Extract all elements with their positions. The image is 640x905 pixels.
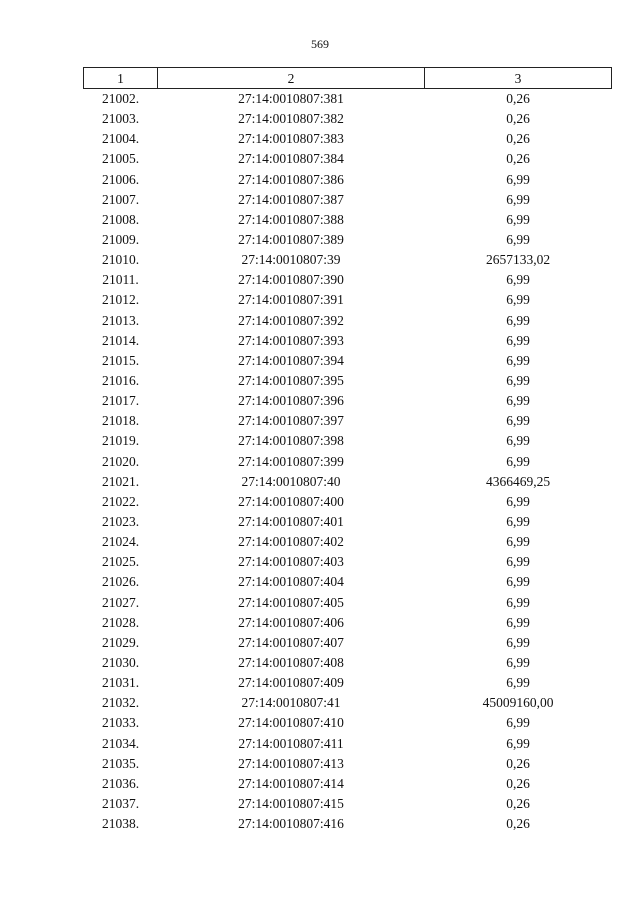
cadastral-number-cell: 27:14:0010807:388 — [238, 211, 344, 227]
cadastral-number-cell: 27:14:0010807:403 — [238, 554, 344, 570]
row-number-cell: 21007. — [101, 191, 140, 207]
row-number-cell: 21035. — [101, 755, 140, 771]
cadastral-number-cell: 27:14:0010807:416 — [238, 816, 344, 832]
cadastral-number-cell: 27:14:0010807:392 — [238, 312, 344, 328]
value-cell: 0,26 — [506, 131, 530, 147]
table-row — [84, 633, 612, 653]
table-row — [84, 552, 612, 572]
cadastral-number-cell: 27:14:0010807:391 — [238, 292, 344, 308]
table-row — [84, 472, 612, 492]
row-number-cell: 21038. — [101, 816, 140, 832]
row-number-cell: 21002. — [101, 91, 140, 107]
value-cell: 6,99 — [506, 171, 530, 187]
cadastral-number-cell: 27:14:0010807:399 — [238, 453, 344, 469]
table-row — [84, 593, 612, 613]
row-number-cell: 21021. — [101, 473, 140, 489]
value-cell: 6,99 — [506, 655, 530, 670]
row-number-cell: 21018. — [101, 413, 140, 429]
value-cell: 4366469,25 — [485, 473, 551, 489]
value-cell: 6,99 — [506, 232, 530, 248]
table-row — [84, 431, 612, 451]
row-number-cell: 21009. — [101, 232, 140, 248]
cadastral-number-cell: 27:14:0010807:400 — [238, 493, 344, 509]
table-row — [84, 391, 612, 411]
cadastral-number-cell: 27:14:0010807:398 — [238, 433, 344, 449]
value-cell: 6,99 — [506, 735, 530, 751]
cadastral-number-cell: 27:14:0010807:411 — [238, 735, 344, 751]
row-number-cell: 21031. — [101, 675, 140, 691]
value-cell: 6,99 — [506, 393, 530, 409]
row-number-cell: 21019. — [101, 433, 140, 449]
cadastral-number-cell: 27:14:0010807:381 — [238, 91, 344, 107]
value-cell: 0,26 — [506, 111, 530, 127]
cadastral-number-cell: 27:14:0010807:382 — [238, 111, 344, 127]
value-cell: 0,26 — [506, 816, 530, 832]
row-number-cell: 21028. — [101, 614, 140, 630]
table-row — [84, 794, 612, 814]
row-number-cell: 21020. — [101, 453, 140, 469]
value-cell: 6,99 — [506, 373, 530, 389]
value-cell: 6,99 — [506, 191, 530, 207]
column-header-3: 3 — [425, 68, 612, 89]
row-number-cell: 21010. — [101, 252, 140, 268]
table-row — [84, 734, 612, 754]
value-cell: 6,99 — [506, 453, 530, 469]
table-row — [84, 653, 612, 673]
row-number-cell: 21030. — [101, 655, 140, 670]
table-row — [84, 713, 612, 733]
cadastral-number-cell: 27:14:0010807:401 — [238, 514, 344, 530]
table-row — [84, 109, 612, 129]
table-row — [84, 371, 612, 391]
cadastral-number-cell: 27:14:0010807:408 — [238, 655, 344, 670]
value-cell: 6,99 — [506, 715, 530, 731]
row-number-cell: 21036. — [101, 775, 140, 791]
row-number-cell: 21027. — [101, 594, 140, 610]
table-row — [84, 351, 612, 371]
row-number-cell: 21029. — [101, 634, 140, 650]
table-row — [84, 89, 612, 110]
value-cell: 6,99 — [506, 292, 530, 308]
cadastral-number-cell: 27:14:0010807:383 — [238, 131, 344, 147]
row-number-cell: 21012. — [101, 292, 140, 308]
row-number-cell: 21017. — [101, 393, 140, 409]
header-row — [84, 68, 612, 89]
value-cell: 6,99 — [506, 574, 530, 590]
cadastral-number-cell: 27:14:0010807:390 — [238, 272, 344, 288]
value-cell: 6,99 — [506, 352, 530, 368]
cadastral-number-cell: 27:14:0010807:410 — [238, 715, 344, 731]
table-row — [84, 230, 612, 250]
cadastral-number-cell: 27:14:0010807:386 — [238, 171, 344, 187]
cadastral-number-cell: 27:14:0010807:404 — [238, 574, 344, 590]
table-row — [84, 129, 612, 149]
value-cell: 2657133,02 — [485, 252, 551, 268]
cadastral-number-cell: 27:14:0010807:409 — [238, 675, 344, 691]
cadastral-number-cell: 27:14:0010807:396 — [238, 393, 344, 409]
value-cell: 0,26 — [506, 91, 530, 107]
cadastral-number-cell: 27:14:0010807:394 — [238, 352, 344, 368]
row-number-cell: 21037. — [101, 795, 140, 811]
cadastral-number-cell: 27:14:0010807:414 — [238, 775, 344, 791]
table-row — [84, 673, 612, 693]
table-row — [84, 331, 612, 351]
value-cell: 0,26 — [506, 151, 530, 167]
row-number-cell: 21014. — [101, 332, 140, 348]
row-number-cell: 21008. — [101, 211, 140, 227]
value-cell: 0,26 — [506, 775, 530, 791]
table-row — [84, 290, 612, 310]
cadastral-number-cell: 27:14:0010807:39 — [241, 252, 341, 268]
table-row — [84, 774, 612, 794]
value-cell: 0,26 — [506, 795, 530, 811]
value-cell: 6,99 — [506, 312, 530, 328]
table-row — [84, 814, 612, 834]
value-cell: 6,99 — [506, 211, 530, 227]
value-cell: 6,99 — [506, 675, 530, 691]
value-cell: 6,99 — [506, 594, 530, 610]
table-row — [84, 149, 612, 169]
cadastral-number-cell: 27:14:0010807:405 — [238, 594, 344, 610]
cadastral-number-cell: 27:14:0010807:389 — [238, 232, 344, 248]
row-number-cell: 21003. — [101, 111, 140, 127]
cadastral-number-cell: 27:14:0010807:407 — [238, 634, 344, 650]
table-row — [84, 170, 612, 190]
row-number-cell: 21026. — [101, 574, 140, 590]
table-row — [84, 492, 612, 512]
table-header — [84, 68, 612, 89]
column-header-2: 2 — [158, 68, 425, 89]
row-number-cell: 21023. — [101, 514, 140, 530]
table-row — [84, 512, 612, 532]
value-cell: 6,99 — [506, 332, 530, 348]
table-row — [84, 311, 612, 331]
value-cell: 6,99 — [506, 634, 530, 650]
table-row — [84, 250, 612, 270]
table-row — [84, 210, 612, 230]
cadastral-number-cell: 27:14:0010807:395 — [238, 373, 344, 389]
table-body — [84, 89, 612, 835]
cadastral-number-cell: 27:14:0010807:397 — [238, 413, 344, 429]
cadastral-number-cell: 27:14:0010807:415 — [238, 795, 344, 811]
value-cell: 6,99 — [506, 433, 530, 449]
row-number-cell: 21004. — [101, 131, 140, 147]
row-number-cell: 21033. — [101, 715, 140, 731]
table-row — [84, 411, 612, 431]
row-number-cell: 21015. — [101, 352, 140, 368]
row-number-cell: 21013. — [101, 312, 140, 328]
row-number-cell: 21032. — [101, 695, 140, 711]
cadastral-number-cell: 27:14:0010807:393 — [238, 332, 344, 348]
value-cell: 6,99 — [506, 413, 530, 429]
row-number-cell: 21006. — [101, 171, 140, 187]
cadastral-number-cell: 27:14:0010807:406 — [238, 614, 344, 630]
row-number-cell: 21011. — [102, 272, 139, 288]
table-row — [84, 572, 612, 592]
cadastral-number-cell: 27:14:0010807:40 — [241, 473, 341, 489]
table-row — [84, 532, 612, 552]
table-row — [84, 613, 612, 633]
value-cell: 45009160,00 — [482, 695, 554, 711]
column-header-1: 1 — [84, 68, 158, 89]
table-row — [84, 452, 612, 472]
cadastral-number-cell: 27:14:0010807:41 — [241, 695, 341, 711]
cadastral-table — [83, 67, 612, 834]
cadastral-number-cell: 27:14:0010807:402 — [238, 534, 344, 550]
cadastral-number-cell: 27:14:0010807:387 — [238, 191, 344, 207]
table-row — [84, 754, 612, 774]
value-cell: 6,99 — [506, 554, 530, 570]
row-number-cell: 21016. — [101, 373, 140, 389]
value-cell: 6,99 — [506, 514, 530, 530]
row-number-cell: 21034. — [101, 735, 140, 751]
value-cell: 6,99 — [506, 493, 530, 509]
value-cell: 6,99 — [506, 534, 530, 550]
value-cell: 0,26 — [506, 755, 530, 771]
value-cell: 6,99 — [506, 272, 530, 288]
table-row — [84, 190, 612, 210]
row-number-cell: 21025. — [101, 554, 140, 570]
row-number-cell: 21024. — [101, 534, 140, 550]
row-number-cell: 21005. — [101, 151, 140, 167]
table-row — [84, 270, 612, 290]
value-cell: 6,99 — [506, 614, 530, 630]
page-number: 569 — [311, 37, 329, 51]
cadastral-number-cell: 27:14:0010807:384 — [238, 151, 344, 167]
table-row — [84, 693, 612, 713]
row-number-cell: 21022. — [101, 493, 140, 509]
cadastral-number-cell: 27:14:0010807:413 — [238, 755, 344, 771]
